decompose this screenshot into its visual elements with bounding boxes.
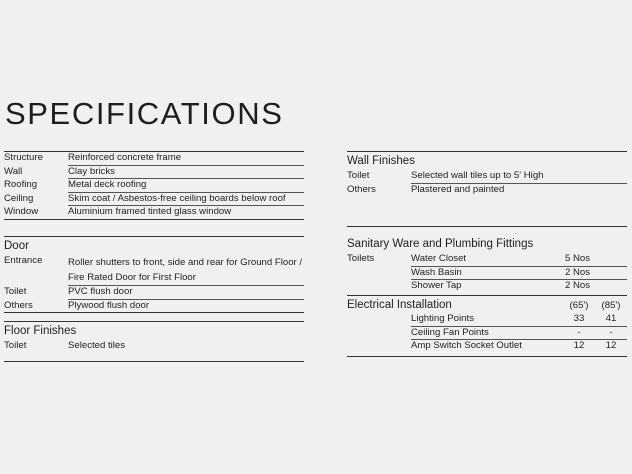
section-title: Electrical Installation [347, 298, 452, 311]
item-name: Ceiling Fan Points [411, 326, 489, 338]
spec-value: Selected wall tiles up to 5' High [411, 170, 627, 184]
spec-label: Entrance [4, 254, 43, 266]
electrical-row [347, 313, 627, 327]
spec-value [411, 267, 627, 281]
sanitary-section [347, 235, 627, 296]
spec-value: Metal deck roofing [68, 179, 304, 193]
door-section [4, 236, 304, 313]
spec-row [4, 340, 304, 361]
section-title: Floor Finishes [4, 325, 77, 338]
spec-label: Ceiling [4, 192, 34, 204]
item-qty: 2 Nos [565, 266, 591, 278]
electrical-section [347, 296, 627, 357]
spec-value: Plastered and painted [411, 183, 505, 195]
spec-row [4, 166, 304, 180]
spec-label: Toilet [347, 170, 370, 181]
spec-row [4, 286, 304, 300]
spec-label: Toilet [4, 285, 27, 297]
item-count: - [577, 326, 581, 338]
spec-row [4, 152, 304, 166]
spec-row [347, 253, 627, 267]
spec-value: PVC flush door [68, 286, 304, 300]
section-title: Wall Finishes [347, 155, 415, 167]
spec-value [411, 280, 627, 293]
spec-row [4, 300, 304, 313]
spec-value: Aluminium framed tinted glass window [68, 206, 232, 218]
left-column [4, 151, 304, 378]
spec-row [4, 193, 304, 207]
spec-row [4, 179, 304, 193]
electrical-row [347, 340, 627, 356]
spec-row [347, 280, 627, 295]
spec-row [4, 255, 304, 286]
spec-label [347, 267, 411, 281]
general-section [4, 151, 304, 220]
item-name: Lighting Points [411, 312, 474, 324]
section-title: Sanitary Ware and Plumbing Fittings [347, 238, 534, 251]
page-title: SPECIFICATIONS [5, 96, 284, 131]
spec-label: Others [347, 183, 376, 195]
wall-finishes-section [347, 151, 627, 227]
item-qty: 5 Nos [565, 253, 591, 265]
spec-value: Roller shutters to front, side and rear for Ground Floor / Fire Rated Door for First Floor [68, 255, 304, 286]
spec-label: Toilets [347, 253, 375, 265]
spec-value [411, 253, 627, 267]
item-count: 41 [605, 312, 617, 324]
floor-section [4, 321, 304, 362]
section-title: Door [4, 239, 29, 252]
item-count: 12 [573, 340, 585, 352]
spec-row [347, 184, 627, 197]
item-count: - [609, 326, 613, 338]
electrical-header [347, 296, 627, 313]
item-name: Shower Tap [411, 280, 462, 292]
spec-value: Selected tiles [68, 340, 126, 352]
spec-label: Structure [4, 152, 43, 163]
column-header: (85') [601, 299, 621, 311]
spec-value: Clay bricks [68, 166, 304, 180]
spec-label: Window [4, 206, 39, 218]
electrical-row [347, 327, 627, 341]
spec-row [4, 206, 304, 219]
item-qty: 2 Nos [565, 280, 591, 292]
item-count: 12 [605, 340, 617, 352]
spec-label: Others [4, 299, 33, 311]
spec-label [347, 280, 411, 293]
spec-label: Roofing [4, 179, 38, 191]
item-name: Water Closet [411, 253, 467, 265]
column-header: (65') [569, 299, 589, 311]
spec-value: Skim coat / Asbestos-free ceiling boards below roof [68, 193, 304, 207]
spec-value: Reinforced concrete frame [68, 152, 304, 166]
spec-value: Plywood flush door [68, 299, 150, 311]
right-column [347, 151, 627, 373]
item-name: Wash Basin [411, 266, 462, 278]
item-count: 33 [573, 312, 585, 324]
spec-row [347, 170, 627, 184]
spec-label: Toilet [4, 340, 27, 352]
item-name: Amp Switch Socket Outlet [411, 340, 522, 352]
spec-row [347, 267, 627, 281]
spec-label: Wall [4, 165, 23, 177]
